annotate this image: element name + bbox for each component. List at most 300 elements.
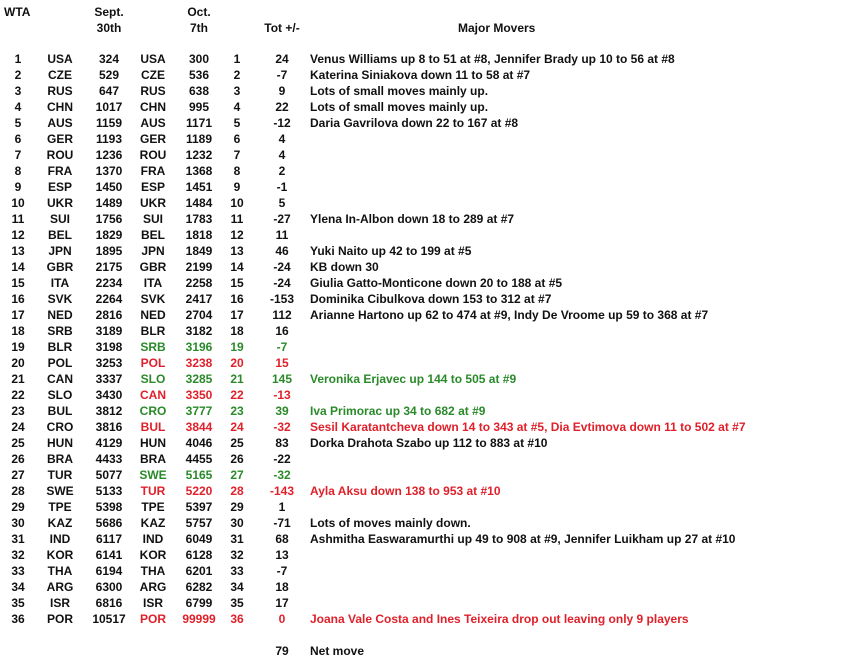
oct-points-cell: 99999 — [182, 612, 216, 626]
oct-rank-cell: 9 — [233, 180, 241, 194]
rank-cell: 23 — [11, 404, 25, 418]
sept-points-cell: 4129 — [95, 436, 123, 450]
table-row — [0, 451, 856, 467]
total-change-cell: 2 — [278, 164, 286, 178]
oct-country-cell: CZE — [141, 68, 165, 82]
total-change-cell: -7 — [276, 68, 288, 82]
oct-points-cell: 2199 — [185, 260, 213, 274]
oct-country-cell: POR — [139, 612, 166, 626]
major-movers-cell: Venus Williams up 8 to 51 at #8, Jennifer Brady up 10 to 56 at #8 — [310, 52, 675, 66]
sept-points-cell: 2234 — [95, 276, 123, 290]
oct-country-cell: ISR — [142, 596, 163, 610]
sept-country-cell: BUL — [47, 404, 73, 418]
oct-country-cell: ITA — [143, 276, 163, 290]
rank-cell: 6 — [14, 132, 22, 146]
table-row — [0, 115, 856, 131]
oct-points-cell: 6282 — [185, 580, 213, 594]
table-row — [0, 387, 856, 403]
oct-points-cell: 1171 — [185, 116, 213, 130]
major-movers-cell: Arianne Hartono up 62 to 474 at #9, Indy De Vroome up 59 to 368 at #7 — [310, 308, 709, 322]
sept-country-cell: THA — [47, 564, 73, 578]
table-row — [0, 563, 856, 579]
oct-points-cell: 1232 — [185, 148, 213, 162]
sept-points-cell: 1370 — [95, 164, 123, 178]
header-sept-line2: 30th — [96, 21, 122, 35]
oct-country-cell: SWE — [139, 468, 167, 482]
oct-rank-cell: 3 — [233, 84, 241, 98]
oct-country-cell: BLR — [140, 324, 166, 338]
sept-points-cell: 1895 — [95, 244, 123, 258]
sept-country-cell: AUS — [47, 116, 73, 130]
major-movers-cell: Joana Vale Costa and Ines Teixeira drop out leaving only 9 players — [310, 612, 689, 626]
rankings-table — [0, 51, 856, 627]
rank-cell: 16 — [11, 292, 25, 306]
header-oct — [176, 4, 222, 36]
rank-cell: 22 — [11, 388, 25, 402]
net-move-total: 79 — [275, 644, 289, 658]
oct-points-cell: 3777 — [185, 404, 213, 418]
oct-points-cell: 6128 — [185, 548, 213, 562]
table-row — [0, 355, 856, 371]
total-change-cell: -7 — [276, 564, 288, 578]
total-change-cell: 22 — [275, 100, 289, 114]
sept-points-cell: 6117 — [95, 532, 123, 546]
oct-points-cell: 3238 — [185, 356, 213, 370]
total-change-cell: 4 — [278, 148, 286, 162]
oct-rank-cell: 7 — [233, 148, 241, 162]
table-row — [0, 259, 856, 275]
rank-cell: 19 — [11, 340, 25, 354]
sept-points-cell: 1159 — [95, 116, 123, 130]
oct-points-cell: 3285 — [185, 372, 213, 386]
oct-rank-cell: 22 — [230, 388, 244, 402]
oct-rank-cell: 13 — [230, 244, 244, 258]
oct-rank-cell: 26 — [230, 452, 244, 466]
sept-points-cell: 2816 — [95, 308, 123, 322]
oct-country-cell: BEL — [141, 228, 165, 242]
sept-points-cell: 5686 — [95, 516, 123, 530]
sept-country-cell: SRB — [47, 324, 73, 338]
table-row — [0, 227, 856, 243]
rank-cell: 9 — [14, 180, 22, 194]
total-change-cell: -12 — [273, 116, 291, 130]
major-movers-cell: Iva Primorac up 34 to 682 at #9 — [310, 404, 486, 418]
rank-cell: 3 — [14, 84, 22, 98]
table-row — [0, 51, 856, 67]
total-change-cell: 0 — [278, 612, 286, 626]
oct-points-cell: 638 — [188, 84, 210, 98]
sept-points-cell: 5133 — [95, 484, 123, 498]
oct-rank-cell: 27 — [230, 468, 244, 482]
sept-country-cell: CRO — [46, 420, 74, 434]
major-movers-cell: Lots of small moves mainly up. — [310, 100, 489, 114]
oct-country-cell: KAZ — [140, 516, 166, 530]
table-row — [0, 483, 856, 499]
oct-country-cell: ROU — [139, 148, 167, 162]
table-row — [0, 499, 856, 515]
major-movers-cell: Ayla Aksu down 138 to 953 at #10 — [310, 484, 501, 498]
sept-country-cell: UKR — [47, 196, 73, 210]
sept-points-cell: 324 — [98, 52, 120, 66]
oct-country-cell: IND — [142, 532, 164, 546]
oct-rank-cell: 2 — [233, 68, 241, 82]
sept-points-cell: 1236 — [95, 148, 123, 162]
oct-rank-cell: 32 — [230, 548, 244, 562]
major-movers-cell: Giulia Gatto-Monticone down 20 to 188 at #5 — [310, 276, 563, 290]
sept-country-cell: SWE — [46, 484, 74, 498]
sept-points-cell: 4433 — [95, 452, 123, 466]
sept-points-cell: 2264 — [95, 292, 123, 306]
rank-cell: 11 — [11, 212, 25, 226]
table-row — [0, 243, 856, 259]
rank-cell: 15 — [11, 276, 25, 290]
rank-cell: 32 — [11, 548, 25, 562]
rank-cell: 10 — [11, 196, 25, 210]
sept-country-cell: SLO — [47, 388, 73, 402]
oct-country-cell: USA — [140, 52, 166, 66]
table-row — [0, 67, 856, 83]
table-row — [0, 611, 856, 627]
oct-rank-cell: 24 — [230, 420, 244, 434]
header-oct-line2: 7th — [190, 21, 208, 35]
total-change-cell: 83 — [275, 436, 289, 450]
table-row — [0, 371, 856, 387]
total-change-cell: -1 — [276, 180, 288, 194]
oct-rank-cell: 10 — [230, 196, 244, 210]
oct-rank-cell: 12 — [230, 228, 244, 242]
rank-cell: 26 — [11, 452, 25, 466]
sept-country-cell: TUR — [47, 468, 73, 482]
total-change-cell: 4 — [278, 132, 286, 146]
oct-rank-cell: 5 — [233, 116, 241, 130]
oct-country-cell: KOR — [139, 548, 167, 562]
rank-cell: 24 — [11, 420, 25, 434]
sept-country-cell: ESP — [47, 180, 72, 194]
oct-country-cell: CRO — [139, 404, 167, 418]
table-row — [0, 403, 856, 419]
sept-points-cell: 5398 — [95, 500, 123, 514]
oct-rank-cell: 31 — [230, 532, 244, 546]
oct-country-cell: FRA — [140, 164, 166, 178]
total-change-cell: 9 — [278, 84, 286, 98]
oct-rank-cell: 14 — [230, 260, 244, 274]
rank-cell: 30 — [11, 516, 25, 530]
oct-rank-cell: 21 — [230, 372, 244, 386]
total-change-cell: -24 — [273, 260, 291, 274]
sept-points-cell: 1489 — [95, 196, 123, 210]
sept-points-cell: 3816 — [95, 420, 123, 434]
sept-country-cell: ARG — [46, 580, 74, 594]
header-wta: WTA — [4, 5, 31, 19]
oct-rank-cell: 17 — [230, 308, 244, 322]
oct-points-cell: 3844 — [185, 420, 213, 434]
oct-rank-cell: 35 — [230, 596, 244, 610]
rank-cell: 7 — [14, 148, 22, 162]
oct-points-cell: 1368 — [185, 164, 213, 178]
total-change-cell: 46 — [275, 244, 289, 258]
oct-points-cell: 4046 — [185, 436, 213, 450]
oct-points-cell: 1849 — [185, 244, 213, 258]
major-movers-cell: Daria Gavrilova down 22 to 167 at #8 — [310, 116, 519, 130]
total-change-cell: 145 — [271, 372, 293, 386]
oct-rank-cell: 20 — [230, 356, 244, 370]
total-change-cell: 112 — [272, 308, 292, 322]
oct-country-cell: CAN — [140, 388, 166, 402]
oct-country-cell: SLO — [140, 372, 166, 386]
rank-cell: 31 — [11, 532, 25, 546]
major-movers-cell: Sesil Karatantcheva down 14 to 343 at #5, Dia Evtimova down 11 to 502 at #7 — [310, 420, 746, 434]
total-change-cell: 15 — [275, 356, 289, 370]
oct-points-cell: 536 — [188, 68, 210, 82]
rank-cell: 18 — [11, 324, 25, 338]
sept-points-cell: 3430 — [95, 388, 123, 402]
oct-country-cell: TPE — [141, 500, 165, 514]
sept-points-cell: 1193 — [95, 132, 123, 146]
total-change-cell: 1 — [278, 500, 286, 514]
rank-cell: 12 — [11, 228, 25, 242]
oct-country-cell: ARG — [139, 580, 167, 594]
total-change-cell: 39 — [275, 404, 289, 418]
sept-points-cell: 1450 — [95, 180, 123, 194]
sept-points-cell: 647 — [98, 84, 120, 98]
sept-country-cell: TPE — [48, 500, 72, 514]
oct-country-cell: NED — [140, 308, 166, 322]
oct-rank-cell: 36 — [230, 612, 244, 626]
oct-points-cell: 1189 — [185, 132, 213, 146]
total-change-cell: -32 — [273, 420, 291, 434]
table-row — [0, 275, 856, 291]
sept-country-cell: CAN — [47, 372, 73, 386]
rank-cell: 8 — [14, 164, 22, 178]
oct-country-cell: TUR — [140, 484, 166, 498]
sept-country-cell: RUS — [47, 84, 73, 98]
major-movers-cell: Ashmitha Easwaramurthi up 49 to 908 at #9, Jennifer Luikham up 27 at #10 — [310, 532, 736, 546]
oct-points-cell: 6201 — [185, 564, 213, 578]
oct-country-cell: POL — [140, 356, 166, 370]
sept-points-cell: 1829 — [95, 228, 123, 242]
oct-country-cell: UKR — [140, 196, 166, 210]
oct-points-cell: 3350 — [185, 388, 213, 402]
oct-country-cell: CHN — [140, 100, 166, 114]
sept-country-cell: NED — [47, 308, 73, 322]
table-row — [0, 595, 856, 611]
oct-rank-cell: 8 — [233, 164, 241, 178]
oct-rank-cell: 25 — [230, 436, 244, 450]
table-row — [0, 323, 856, 339]
sept-country-cell: CHN — [47, 100, 73, 114]
sept-country-cell: CZE — [48, 68, 72, 82]
oct-points-cell: 5757 — [185, 516, 213, 530]
table-row — [0, 547, 856, 563]
table-row — [0, 291, 856, 307]
oct-points-cell: 4455 — [185, 452, 213, 466]
table-row — [0, 163, 856, 179]
oct-points-cell: 3182 — [185, 324, 213, 338]
sept-country-cell: BRA — [47, 452, 73, 466]
oct-country-cell: GER — [139, 132, 166, 146]
oct-country-cell: BUL — [140, 420, 166, 434]
total-change-cell: 17 — [275, 596, 289, 610]
total-change-cell: 24 — [275, 52, 289, 66]
net-move-label: Net move — [310, 644, 365, 658]
sept-country-cell: FRA — [47, 164, 73, 178]
rank-cell: 27 — [11, 468, 25, 482]
oct-country-cell: ESP — [140, 180, 165, 194]
sept-points-cell: 1756 — [95, 212, 123, 226]
oct-points-cell: 5165 — [185, 468, 213, 482]
header-tot: Tot +/- — [264, 21, 300, 35]
oct-country-cell: SRB — [140, 340, 166, 354]
oct-points-cell: 2258 — [185, 276, 213, 290]
major-movers-cell: Lots of moves mainly down. — [310, 516, 471, 530]
oct-country-cell: RUS — [140, 84, 166, 98]
table-row — [0, 179, 856, 195]
oct-points-cell: 5397 — [185, 500, 213, 514]
oct-rank-cell: 15 — [230, 276, 244, 290]
rank-cell: 28 — [11, 484, 25, 498]
total-change-cell: 11 — [275, 228, 289, 242]
table-row — [0, 83, 856, 99]
header-sept — [86, 4, 132, 36]
oct-points-cell: 3196 — [185, 340, 213, 354]
total-change-cell: -27 — [273, 212, 291, 226]
total-change-cell: -32 — [273, 468, 291, 482]
rank-cell: 5 — [14, 116, 22, 130]
oct-rank-cell: 11 — [230, 212, 244, 226]
sept-country-cell: SUI — [49, 212, 70, 226]
oct-rank-cell: 18 — [230, 324, 244, 338]
sept-country-cell: USA — [47, 52, 73, 66]
oct-rank-cell: 28 — [230, 484, 244, 498]
sept-country-cell: IND — [49, 532, 71, 546]
sept-points-cell: 6194 — [95, 564, 123, 578]
sept-country-cell: ROU — [46, 148, 74, 162]
sept-points-cell: 529 — [98, 68, 120, 82]
oct-country-cell: GBR — [139, 260, 167, 274]
sept-points-cell: 3189 — [95, 324, 123, 338]
rank-cell: 4 — [14, 100, 22, 114]
major-movers-cell: Lots of small moves mainly up. — [310, 84, 489, 98]
sept-country-cell: KOR — [46, 548, 74, 562]
oct-country-cell: BRA — [140, 452, 166, 466]
oct-rank-cell: 19 — [230, 340, 244, 354]
table-row — [0, 419, 856, 435]
sept-country-cell: JPN — [48, 244, 72, 258]
oct-points-cell: 2417 — [185, 292, 213, 306]
table-row — [0, 515, 856, 531]
oct-country-cell: THA — [140, 564, 166, 578]
header-major-movers: Major Movers — [458, 21, 536, 35]
table-row — [0, 131, 856, 147]
total-change-cell: -153 — [269, 292, 295, 306]
table-row — [0, 99, 856, 115]
rank-cell: 33 — [11, 564, 25, 578]
sept-country-cell: ISR — [49, 596, 70, 610]
total-change-cell: -13 — [273, 388, 291, 402]
sept-country-cell: GBR — [46, 260, 74, 274]
major-movers-cell: KB down 30 — [310, 260, 379, 274]
sept-country-cell: SVK — [47, 292, 73, 306]
major-movers-cell: Yuki Naito up 42 to 199 at #5 — [310, 244, 472, 258]
rank-cell: 25 — [11, 436, 25, 450]
table-row — [0, 307, 856, 323]
sept-points-cell: 2175 — [95, 260, 123, 274]
rank-cell: 21 — [11, 372, 25, 386]
oct-rank-cell: 29 — [230, 500, 244, 514]
oct-rank-cell: 4 — [233, 100, 241, 114]
table-row — [0, 195, 856, 211]
sept-country-cell: KAZ — [47, 516, 73, 530]
major-movers-cell: Katerina Siniakova down 11 to 58 at #7 — [310, 68, 531, 82]
rank-cell: 34 — [11, 580, 25, 594]
major-movers-cell: Dorka Drahota Szabo up 112 to 883 at #10 — [310, 436, 548, 450]
sept-points-cell: 5077 — [95, 468, 123, 482]
oct-points-cell: 1451 — [185, 180, 213, 194]
oct-rank-cell: 33 — [230, 564, 244, 578]
oct-country-cell: SUI — [142, 212, 163, 226]
oct-points-cell: 6799 — [185, 596, 213, 610]
header-oct-line1: Oct. — [187, 5, 211, 19]
total-change-cell: 5 — [278, 196, 286, 210]
oct-points-cell: 300 — [188, 52, 210, 66]
oct-points-cell: 1818 — [185, 228, 213, 242]
table-row — [0, 435, 856, 451]
oct-rank-cell: 1 — [233, 52, 241, 66]
sept-points-cell: 6816 — [95, 596, 123, 610]
rank-cell: 17 — [11, 308, 25, 322]
sept-country-cell: POL — [47, 356, 73, 370]
total-change-cell: -24 — [273, 276, 291, 290]
table-row — [0, 531, 856, 547]
oct-points-cell: 5220 — [185, 484, 213, 498]
total-change-cell: -7 — [276, 340, 288, 354]
sept-country-cell: GER — [46, 132, 73, 146]
sept-points-cell: 3198 — [95, 340, 123, 354]
oct-rank-cell: 16 — [230, 292, 244, 306]
sept-country-cell: BEL — [48, 228, 72, 242]
rank-cell: 2 — [14, 68, 22, 82]
major-movers-cell: Ylena In-Albon down 18 to 289 at #7 — [310, 212, 515, 226]
oct-points-cell: 6049 — [185, 532, 213, 546]
sept-country-cell: ITA — [50, 276, 70, 290]
total-change-cell: -71 — [273, 516, 291, 530]
rank-cell: 13 — [11, 244, 25, 258]
table-row — [0, 147, 856, 163]
sept-points-cell: 3337 — [95, 372, 123, 386]
sept-points-cell: 10517 — [92, 612, 126, 626]
oct-rank-cell: 30 — [230, 516, 244, 530]
sept-country-cell: POR — [46, 612, 73, 626]
sept-points-cell: 1017 — [95, 100, 123, 114]
oct-points-cell: 1783 — [185, 212, 213, 226]
major-movers-cell: Veronika Erjavec up 144 to 505 at #9 — [310, 372, 517, 386]
oct-points-cell: 995 — [188, 100, 210, 114]
total-change-cell: -22 — [273, 452, 291, 466]
sept-points-cell: 3812 — [95, 404, 123, 418]
rank-cell: 29 — [11, 500, 25, 514]
oct-rank-cell: 6 — [233, 132, 241, 146]
total-change-cell: 68 — [275, 532, 289, 546]
total-change-cell: 16 — [275, 324, 289, 338]
rank-cell: 14 — [11, 260, 25, 274]
sept-country-cell: HUN — [47, 436, 73, 450]
oct-rank-cell: 23 — [230, 404, 244, 418]
rank-cell: 20 — [11, 356, 25, 370]
table-row — [0, 467, 856, 483]
total-change-cell: 18 — [275, 580, 289, 594]
major-movers-cell: Dominika Cibulkova down 153 to 312 at #7 — [310, 292, 552, 306]
sept-points-cell: 3253 — [95, 356, 123, 370]
